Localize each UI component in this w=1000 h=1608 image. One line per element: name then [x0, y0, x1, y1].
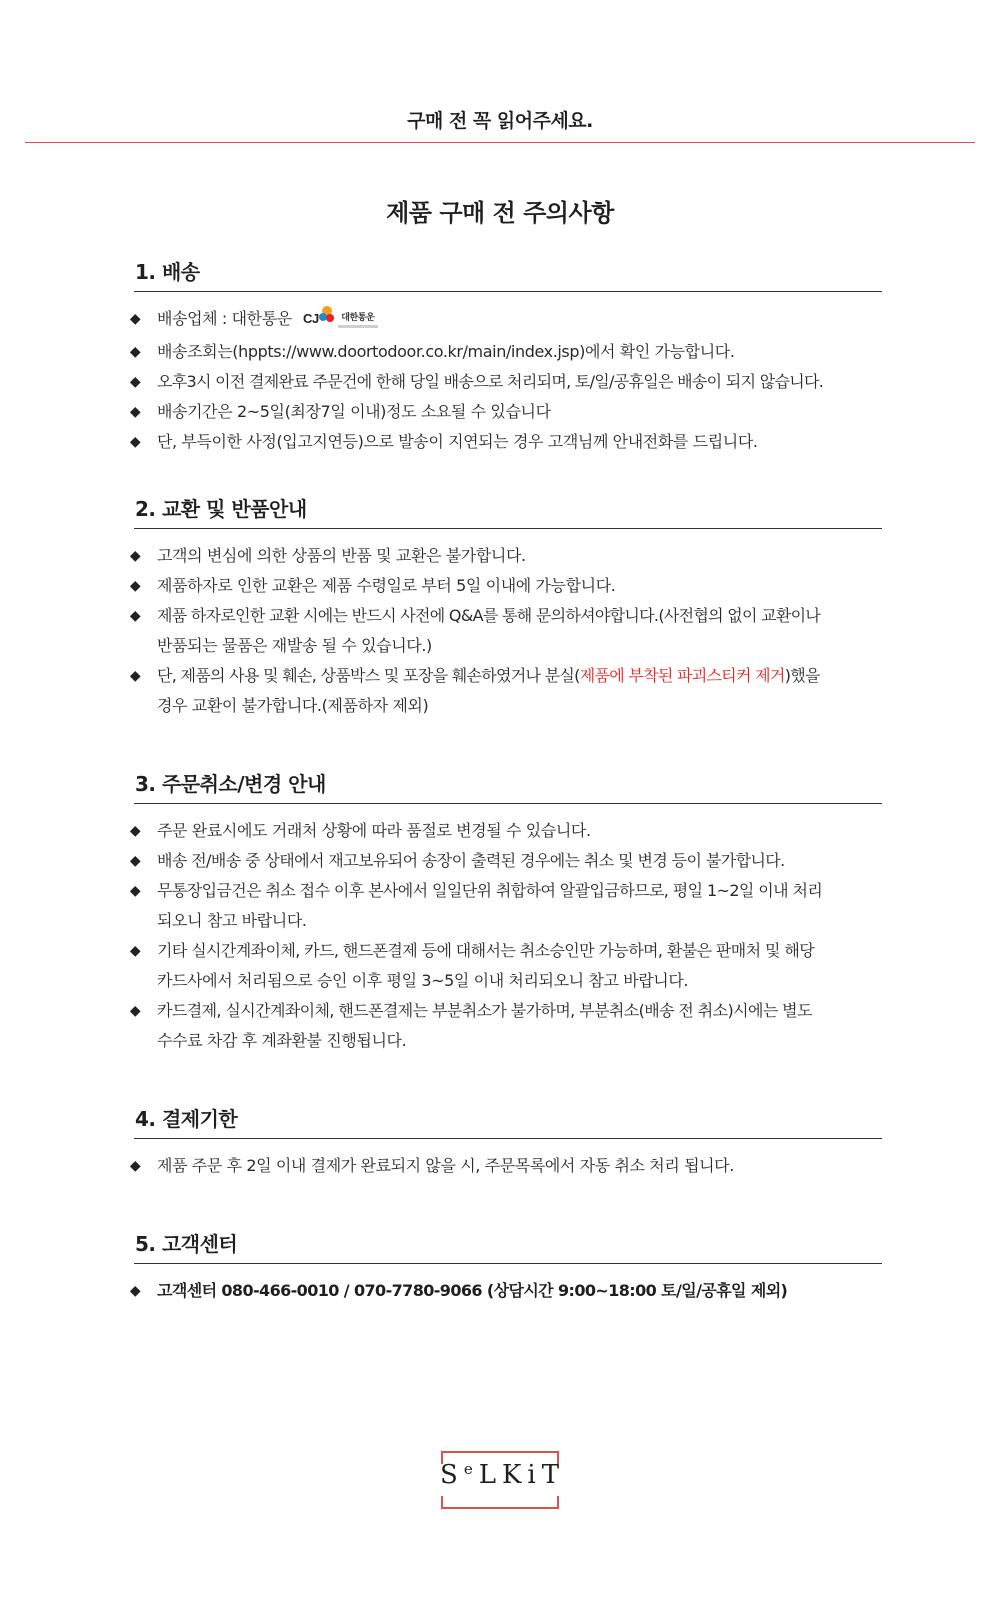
item-text-line2: 되오니 참고 바랍니다.	[157, 911, 307, 930]
section-divider	[134, 291, 882, 292]
item-text: 배송조회는(hppts://www.doortodoor.co.kr/main/index.jsp)에서 확인 가능합니다.	[157, 342, 735, 361]
list-item	[126, 816, 874, 846]
list-item	[126, 397, 874, 427]
section-divider	[134, 528, 882, 529]
diamond-bullet-icon: ◆	[129, 943, 141, 959]
customer-center-contact: 고객센터 080-466-0010 / 070-7780-9066 (상담시간 9:00~18:00 토/일/공휴일 제외)	[157, 1281, 788, 1300]
section-title: 2. 교환 및 반품안내	[135, 497, 307, 521]
list-item	[126, 601, 874, 661]
diamond-bullet-icon: ◆	[129, 883, 141, 899]
diamond-bullet-icon: ◆	[129, 608, 141, 624]
diamond-bullet-icon: ◆	[129, 1158, 141, 1174]
top-notice: 구매 전 꼭 읽어주세요.	[407, 110, 593, 132]
item-text: 제품 주문 후 2일 이내 결제가 완료되지 않을 시, 주문목록에서 자동 취소 처리 됩니다.	[157, 1156, 734, 1175]
list-item	[126, 367, 874, 397]
diamond-bullet-icon: ◆	[129, 853, 141, 869]
list-item	[126, 1276, 874, 1306]
item-text: 단, 부득이한 사정(입고지연등)으로 발송이 지연되는 경우 고객님께 안내전화를 드립니다.	[157, 432, 758, 451]
selkit-logo	[440, 1450, 566, 1510]
item-text: 제품하자로 인한 교환은 제품 수령일로 부터 5일 이내에 가능합니다.	[157, 576, 616, 595]
section-exchange-return	[129, 493, 882, 721]
section-customer-center	[129, 1228, 882, 1306]
item-text: 단, 제품의 사용 및 훼손, 상품박스 및 포장을 훼손하였거나 분실(	[157, 666, 580, 685]
item-text-line1: 제품 하자로인한 교환 시에는 반드시 사전에 Q&A를 통해 문의하셔야합니다.(사전협의 없이 교환이나	[157, 606, 821, 625]
diamond-bullet-icon: ◆	[129, 548, 141, 564]
item-text: 배송업체 : 대한통운	[157, 309, 292, 328]
item-text: )했을	[784, 666, 820, 685]
item-text-line2: 반품되는 물품은 재발송 될 수 있습니다.)	[157, 636, 432, 655]
list-item	[126, 304, 874, 337]
list-item	[126, 337, 874, 367]
item-text-line1: 카드결제, 실시간계좌이체, 핸드폰결제는 부분취소가 불가하며, 부분취소(배송 전 취소)시에는 별도	[157, 1001, 812, 1020]
diamond-bullet-icon: ◆	[129, 1283, 141, 1299]
list-item	[126, 1151, 874, 1181]
section-title: 1. 배송	[135, 260, 200, 284]
list-item	[126, 996, 874, 1056]
section-delivery	[129, 256, 882, 457]
section-divider	[134, 1263, 882, 1264]
cj-logo-label: 대한통운	[341, 313, 375, 323]
diamond-bullet-icon: ◆	[129, 668, 141, 684]
item-text: 배송기간은 2~5일(최장7일 이내)정도 소요될 수 있습니다	[157, 402, 551, 421]
diamond-bullet-icon: ◆	[129, 374, 141, 390]
svg-text:CJ: CJ	[302, 310, 319, 326]
item-text-line2: 수수료 차감 후 계좌환불 진행됩니다.	[157, 1031, 407, 1050]
section-title: 5. 고객센터	[135, 1232, 238, 1256]
diamond-bullet-icon: ◆	[129, 1003, 141, 1019]
item-list	[126, 816, 874, 1056]
highlight-text: 제품에 부착된 파괴스티커 제거	[579, 666, 785, 685]
page-title: 제품 구매 전 주의사항	[386, 199, 614, 227]
item-list	[126, 1151, 874, 1181]
item-text-line1: 기타 실시간계좌이체, 카드, 핸드폰결제 등에 대해서는 취소승인만 가능하며, 환불은 판매처 및 해당	[157, 941, 815, 960]
diamond-bullet-icon: ◆	[129, 344, 141, 360]
item-text-line1: 무통장입금건은 취소 접수 이후 본사에서 일일단위 취합하여 알괄입금하므로, 평일 1~2일 이내 처리	[157, 881, 823, 900]
item-list	[126, 541, 874, 721]
list-item	[126, 661, 874, 721]
diamond-bullet-icon: ◆	[129, 311, 141, 327]
list-item	[126, 541, 874, 571]
diamond-bullet-icon: ◆	[129, 434, 141, 450]
section-order-cancel	[129, 768, 882, 1056]
diamond-bullet-icon: ◆	[129, 823, 141, 839]
list-item	[126, 571, 874, 601]
section-title: 4. 결제기한	[135, 1107, 238, 1131]
item-text: 고객의 변심에 의한 상품의 반품 및 교환은 불가합니다.	[157, 546, 526, 565]
section-title: 3. 주문취소/변경 안내	[135, 772, 326, 796]
section-payment-deadline	[129, 1103, 882, 1181]
item-list	[126, 1276, 874, 1306]
section-divider	[134, 803, 882, 804]
item-list	[126, 304, 874, 457]
list-item	[126, 876, 874, 936]
diamond-bullet-icon: ◆	[129, 404, 141, 420]
list-item	[126, 936, 874, 996]
list-item	[126, 427, 874, 457]
item-text: 배송 전/배송 중 상태에서 재고보유되어 송장이 출력된 경우에는 취소 및 변경 등이 불가합니다.	[157, 851, 785, 870]
top-divider	[25, 142, 975, 143]
diamond-bullet-icon: ◆	[129, 578, 141, 594]
list-item	[126, 846, 874, 876]
section-divider	[134, 1138, 882, 1139]
item-text-line2: 카드사에서 처리됨으로 승인 이후 평일 3~5일 이내 처리되오니 참고 바랍니다.	[157, 971, 689, 990]
item-text: 주문 완료시에도 거래처 상황에 따라 품절로 변경될 수 있습니다.	[157, 821, 591, 840]
item-text-line2: 경우 교환이 불가합니다.(제품하자 제외)	[157, 696, 429, 715]
item-text: 오후3시 이전 결제완료 주문건에 한해 당일 배송으로 처리되며, 토/일/공휴일은 배송이 되지 않습니다.	[157, 372, 824, 391]
brand-wordmark: $S^eLKiT$	[440, 1460, 566, 1490]
